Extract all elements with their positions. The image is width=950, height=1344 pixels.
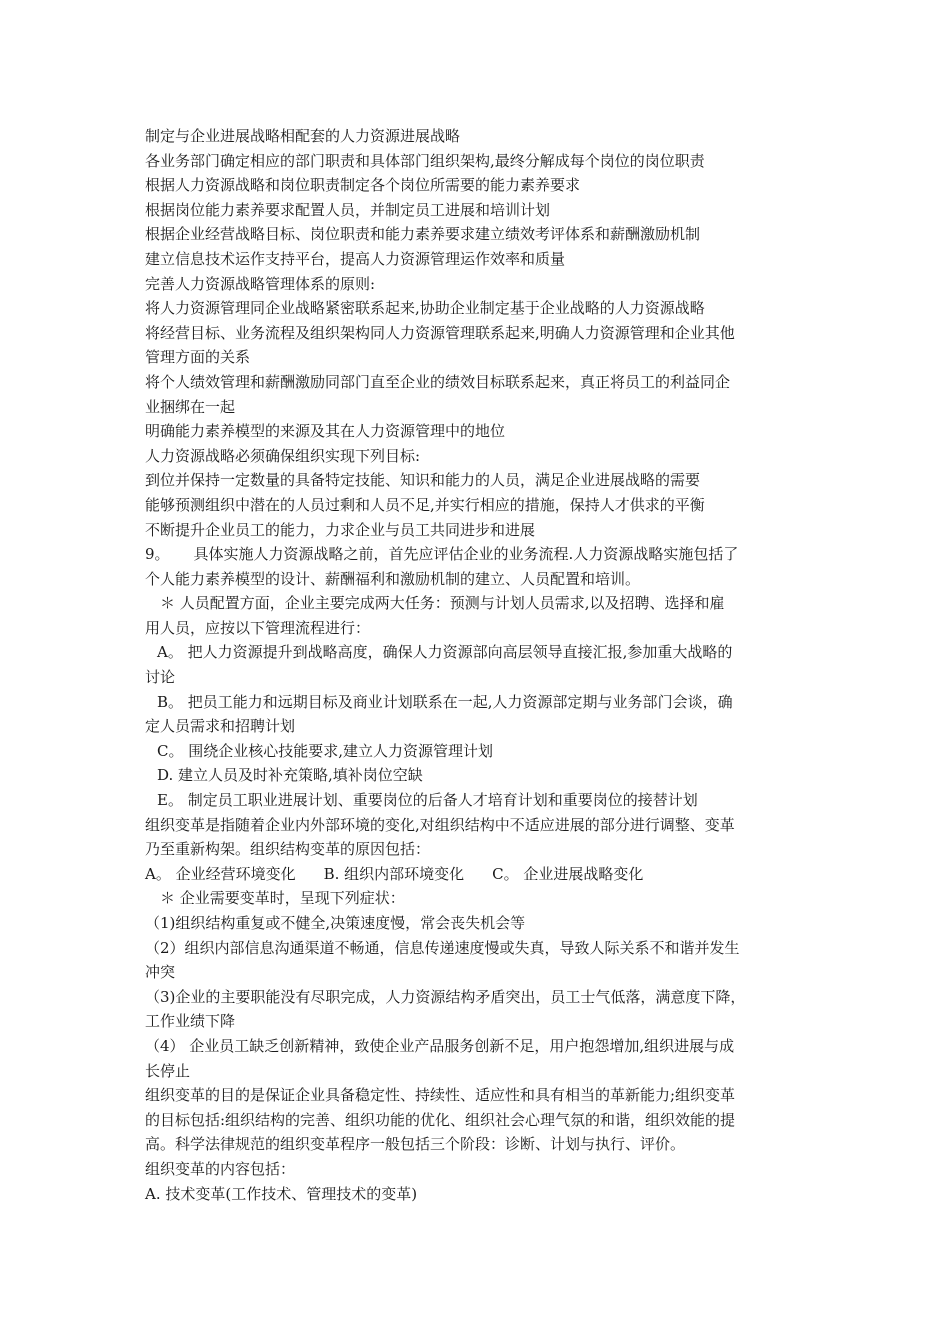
text-line: 不断提升企业员工的能力，力求企业与员工共同进步和进展 xyxy=(145,520,536,539)
text-line: 长停止 xyxy=(145,1061,191,1080)
text-line: 个人能力素养模型的设计、薪酬福利和激励机制的建立、人员配置和培训。 xyxy=(145,569,641,588)
text-line: 用人员，应按以下管理流程进行： xyxy=(145,618,371,637)
text-line: 根据岗位能力素养要求配置人员，并制定员工进展和培训计划 xyxy=(145,200,551,219)
option-row xyxy=(145,862,815,887)
list-item-4: （4） 企业员工缺乏创新精神，致使企业产品服务创新不足，用户抱怨增加,组织进展与成 xyxy=(145,1036,735,1055)
list-item-a: A。 把人力资源提升到战略高度，确保人力资源部向高层领导直接汇报,参加重大战略的 xyxy=(157,643,733,662)
text-line: 到位并保持一定数量的具备特定技能、知识和能力的人员，满足企业进展战略的需要 xyxy=(145,471,701,490)
text-line: 讨论 xyxy=(145,668,176,687)
text-line: 的目标包括:组织结构的完善、组织功能的优化、组织社会心理气氛的和谐，组织效能的提 xyxy=(145,1110,736,1129)
option-a: A。 企业经营环境变化 xyxy=(145,864,296,883)
text-line: 将人力资源管理同企业战略紧密联系起来,协助企业制定基于企业战略的人力资源战略 xyxy=(145,299,705,318)
text-line: 管理方面的关系 xyxy=(145,348,251,367)
text-line: 能够预测组织中潜在的人员过剩和人员不足,并实行相应的措施，保持人才供求的平衡 xyxy=(145,495,705,514)
bullet-line: ＊ 人员配置方面，企业主要完成两大任务：预测与计划人员需求,以及招聘、选择和雇 xyxy=(160,594,725,613)
text-line: 明确能力素养模型的来源及其在人力资源管理中的地位 xyxy=(145,422,506,441)
list-item-3: （3)企业的主要职能没有尽职完成，人力资源结构矛盾突出，员工士气低落，满意度下降， xyxy=(145,987,746,1006)
section-heading: 完善人力资源战略管理体系的原则: xyxy=(145,274,376,293)
list-item-c: C。 围绕企业核心技能要求,建立人力资源管理计划 xyxy=(157,741,494,760)
numbered-paragraph xyxy=(145,542,815,567)
option-c: C。 企业进展战略变化 xyxy=(492,864,644,883)
text-line: 工作业绩下降 xyxy=(145,1012,236,1031)
text-line: 根据企业经营战略目标、岗位职责和能力素养要求建立绩效考评体系和薪酬激励机制 xyxy=(145,225,701,244)
text-line: 将经营目标、业务流程及组织架构同人力资源管理联系起来,明确人力资源管理和企业其他 xyxy=(145,323,735,342)
list-item-a: A. 技术变革(工作技术、管理技术的变革) xyxy=(145,1184,418,1203)
section-heading: 组织变革的内容包括： xyxy=(145,1159,296,1178)
text-line: 冲突 xyxy=(145,963,176,982)
paragraph-text: 具体实施人力资源战略之前，首先应评估企业的业务流程.人力资源战略实施包括了 xyxy=(193,545,739,564)
list-item-1: （1)组织结构重复或不健全,决策速度慢，常会丧失机会等 xyxy=(145,914,526,932)
text-line: 乃至重新构架。组织结构变革的原因包括： xyxy=(145,840,431,859)
text-line: 将个人绩效管理和薪酬激励同部门直至企业的绩效目标联系起来，真正将员工的利益同企 xyxy=(145,372,731,391)
option-b: B. 组织内部环境变化 xyxy=(323,864,465,883)
text-line: 业捆绑在一起 xyxy=(145,397,236,416)
list-item-d: D. 建立人员及时补充策略,填补岗位空缺 xyxy=(157,766,423,785)
text-line: 定人员需求和招聘计划 xyxy=(145,717,296,736)
list-item-b: B。 把员工能力和远期目标及商业计划联系在一起,人力资源部定期与业务部门会谈，确 xyxy=(157,692,733,711)
text-line: 各业务部门确定相应的部门职责和具体部门组织架构,最终分解成每个岗位的岗位职责 xyxy=(145,151,705,170)
paragraph-number: 9。 xyxy=(145,545,170,564)
text-line: 组织变革的目的是保证企业具备稳定性、持续性、适应性和具有相当的革新能力;组织变革 xyxy=(145,1086,736,1105)
text-line: 制定与企业进展战略相配套的人力资源进展战略 xyxy=(145,127,461,145)
text-line: 建立信息技术运作支持平台，提高人力资源管理运作效率和质量 xyxy=(145,249,566,268)
document-page xyxy=(145,124,815,1206)
bullet-line: ＊ 企业需要变革时，呈现下列症状： xyxy=(160,889,405,908)
text-line: 高。科学法律规范的组织变革程序一般包括三个阶段：诊断、计划与执行、评价。 xyxy=(145,1135,686,1154)
list-item-e: E。 制定员工职业进展计划、重要岗位的后备人才培育计划和重要岗位的接替计划 xyxy=(157,791,698,810)
list-item-2: （2）组织内部信息沟通渠道不畅通，信息传递速度慢或失真，导致人际关系不和谐并发生 xyxy=(145,938,740,957)
section-heading: 人力资源战略必须确保组织实现下列目标: xyxy=(145,446,421,465)
text-line: 组织变革是指随着企业内外部环境的变化,对组织结构中不适应进展的部分进行调整、变革 xyxy=(145,815,735,834)
text-line: 根据人力资源战略和岗位职责制定各个岗位所需要的能力素养要求 xyxy=(145,176,581,195)
